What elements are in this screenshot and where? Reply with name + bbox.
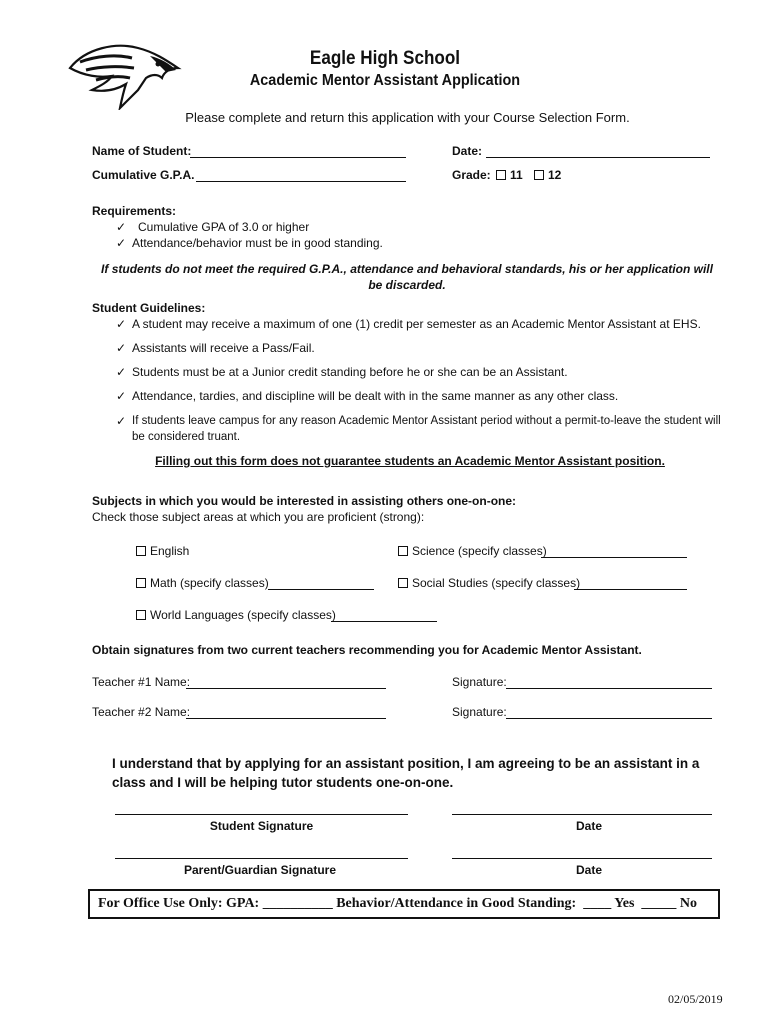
checkbox-icon	[136, 610, 146, 620]
checkmark-icon: ✓	[116, 365, 127, 379]
school-name: Eagle High School	[309, 48, 461, 69]
checkmark-icon: ✓	[116, 220, 127, 234]
guideline-item: ✓ Attendance, tardies, and discipline will be dealt with in the same manner as any other class.	[116, 389, 619, 403]
checkbox-icon	[534, 170, 544, 180]
checkbox-icon	[398, 546, 408, 556]
checkmark-icon: ✓	[116, 414, 127, 428]
world-languages-classes-field[interactable]	[331, 609, 437, 622]
subject-english-checkbox[interactable]: English	[136, 544, 189, 558]
instructions: Please complete and return this application with your Course Selection Form.	[185, 110, 630, 125]
checkbox-icon	[398, 578, 408, 588]
gpa-field[interactable]	[196, 169, 406, 182]
form-title: Academic Mentor Assistant Application	[249, 72, 521, 89]
checkmark-icon: ✓	[116, 389, 127, 403]
office-no-blank[interactable]: _____	[641, 896, 677, 911]
teacher2-name-field[interactable]	[186, 706, 386, 719]
gpa-label: Cumulative G.P.A.	[92, 168, 195, 182]
requirement-item: ✓ Attendance/behavior must be in good standing.	[116, 236, 383, 250]
office-use-label: For Office Use Only: GPA:	[98, 896, 260, 911]
guideline-item: ✓ If students leave campus for any reason Academic Mentor Assistant period without a permit-to-leave the student will be considered truant.	[116, 414, 721, 443]
office-yes-blank[interactable]: ____	[583, 896, 612, 911]
office-behavior-label: Behavior/Attendance in Good Standing:	[336, 896, 577, 911]
teacher1-signature-field[interactable]	[506, 676, 712, 689]
grade-11-label: 11	[510, 168, 523, 182]
requirements-heading: Requirements:	[92, 204, 177, 218]
parent-signature-label: Parent/Guardian Signature	[183, 863, 337, 877]
teacher1-name-field[interactable]	[186, 676, 386, 689]
checkmark-icon: ✓	[116, 317, 127, 331]
teacher2-label: Teacher #2 Name:	[92, 705, 191, 719]
science-classes-field[interactable]	[541, 545, 687, 558]
requirements-warning: If students do not meet the required G.P.A., attendance and behavioral standards, his or her application will be discarded.	[101, 262, 713, 292]
social-studies-classes-field[interactable]	[574, 577, 687, 590]
subject-science-checkbox[interactable]: Science (specify classes)	[398, 544, 547, 558]
teachers-heading: Obtain signatures from two current teachers recommending you for Academic Mentor Assistant.	[92, 643, 642, 657]
subject-social-studies-checkbox[interactable]: Social Studies (specify classes)	[398, 576, 580, 590]
teacher2-signature-field[interactable]	[506, 706, 712, 719]
grade-12-label: 12	[548, 168, 562, 182]
student-signature-label: Student Signature	[209, 819, 314, 833]
student-date-label: Date	[575, 819, 602, 833]
guideline-item: ✓ Assistants will receive a Pass/Fail.	[116, 341, 315, 355]
office-no-label: No	[679, 896, 698, 911]
grade-11-checkbox[interactable]	[496, 168, 523, 182]
guidelines-disclaimer: Filling out this form does not guarantee students an Academic Mentor Assistant position.	[155, 454, 665, 468]
office-yes-label: Yes	[614, 896, 635, 911]
guideline-item: ✓ Students must be at a Junior credit standing before he or she can be an Assistant.	[116, 365, 568, 379]
teacher2-signature-label: Signature:	[452, 705, 507, 719]
student-date-line[interactable]	[452, 814, 712, 815]
checkmark-icon: ✓	[116, 236, 127, 250]
student-name-label: Name of Student:	[92, 144, 192, 158]
subject-math-checkbox[interactable]: Math (specify classes)	[136, 576, 269, 590]
requirement-item: ✓ Cumulative GPA of 3.0 or higher	[116, 220, 310, 234]
agreement-statement: I understand that by applying for an assistant position, I am agreeing to be an assistant in a class and I will be helping tutor students one-on-one.	[112, 756, 700, 790]
parent-signature-line[interactable]	[115, 858, 408, 859]
guideline-item: ✓ A student may receive a maximum of one (1) credit per semester as an Academic Mentor Assistant at EHS.	[116, 317, 701, 331]
grade-label: Grade:	[452, 168, 491, 182]
student-name-field[interactable]	[190, 145, 406, 158]
subject-world-languages-checkbox[interactable]: World Languages (specify classes)	[136, 608, 336, 622]
parent-date-line[interactable]	[452, 858, 712, 859]
checkmark-icon: ✓	[116, 341, 127, 355]
teacher1-label: Teacher #1 Name:	[92, 675, 191, 689]
math-classes-field[interactable]	[268, 577, 374, 590]
subjects-heading: Subjects in which you would be interested in assisting others one-on-one:	[92, 494, 517, 508]
checkbox-icon	[496, 170, 506, 180]
subjects-subheading: Check those subject areas at which you are proficient (strong):	[92, 510, 425, 524]
office-gpa-blank[interactable]: __________	[262, 896, 333, 911]
date-label: Date:	[452, 144, 483, 158]
office-use-box	[88, 889, 720, 919]
date-field[interactable]	[486, 145, 710, 158]
teacher1-signature-label: Signature:	[452, 675, 507, 689]
checkbox-icon	[136, 546, 146, 556]
footer-date: 02/05/2019	[668, 992, 723, 1006]
student-signature-line[interactable]	[115, 814, 408, 815]
guidelines-heading: Student Guidelines:	[92, 301, 206, 315]
parent-date-label: Date	[575, 863, 602, 877]
checkbox-icon	[136, 578, 146, 588]
grade-12-checkbox[interactable]	[534, 168, 561, 182]
